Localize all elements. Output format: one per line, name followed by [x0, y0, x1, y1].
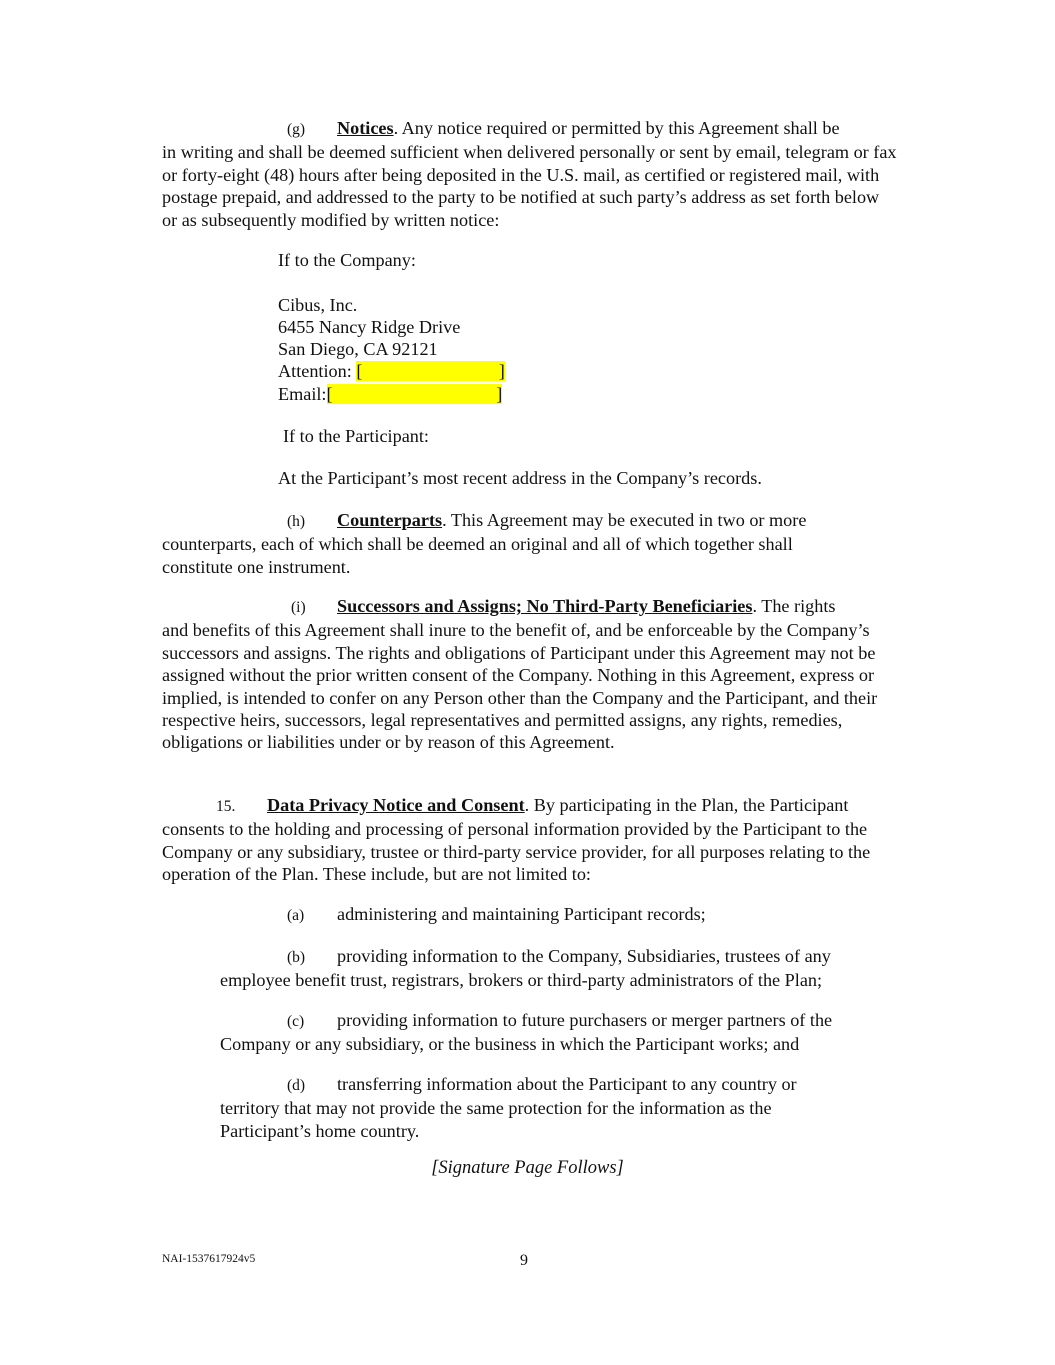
section-15-heading: Data Privacy Notice and Consent — [267, 795, 525, 815]
section-h-body: counterparts, each of which shall be deemed an original and all of which together shall constitute one instrument. — [162, 534, 793, 577]
email-label: Email: — [278, 384, 327, 404]
list-a-text: administering and maintaining Participant records; — [337, 904, 706, 924]
list-b-continuation: employee benefit trust, registrars, brokers or third-party administrators of the Plan; — [220, 970, 823, 991]
company-street: 6455 Nancy Ridge Drive — [278, 317, 461, 337]
list-b-text: providing information to the Company, Subsidiaries, trustees of any — [337, 946, 831, 966]
section-i-label: (i) — [291, 599, 306, 616]
section-15-body: consents to the holding and processing of personal information provided by the Participant to the Company or any subsidiary, trustee or third-party service provider, for all purposes relating to the operation of the Plan. These include, but are not limited to: — [162, 819, 871, 885]
section-g-label: (g) — [287, 121, 306, 138]
company-email — [278, 383, 502, 405]
list-c-continuation: Company or any subsidiary, or the business in which the Participant works; and — [220, 1034, 800, 1055]
attention-placeholder: [ ] — [356, 361, 505, 381]
document-id: NAI-1537617924v5 — [162, 1253, 256, 1265]
section-g-line1: . Any notice required or permitted by this Agreement shall be — [393, 118, 840, 138]
list-item-a — [220, 903, 900, 927]
list-d-continuation: territory that may not provide the same protection for the information as the Participant’s home country. — [220, 1098, 772, 1141]
list-d-label: (d) — [287, 1077, 306, 1094]
company-intro: If to the Company: — [278, 250, 416, 270]
section-g-notices — [162, 117, 902, 231]
list-item-b — [220, 945, 900, 992]
section-h-line1: . This Agreement may be executed in two or more — [442, 510, 807, 530]
list-item-d — [220, 1073, 820, 1142]
section-15-label: 15. — [216, 798, 236, 815]
email-placeholder: [ ] — [326, 384, 503, 404]
list-b-label: (b) — [287, 949, 306, 966]
company-attention — [278, 360, 505, 382]
company-name: Cibus, Inc. — [278, 295, 358, 315]
participant-address: At the Participant’s most recent address in the Company’s records. — [278, 468, 762, 488]
section-15-data-privacy — [162, 794, 902, 886]
signature-page-follows: [Signature Page Follows] — [431, 1158, 624, 1178]
participant-intro: If to the Participant: — [283, 426, 429, 446]
list-c-label: (c) — [287, 1013, 305, 1030]
company-city: San Diego, CA 92121 — [278, 339, 438, 359]
page-number: 9 — [520, 1252, 528, 1269]
section-15-line1: . By participating in the Plan, the Participant — [524, 795, 849, 815]
section-g-heading: Notices — [337, 118, 394, 138]
list-c-text: providing information to future purchasers or merger partners of the — [337, 1010, 833, 1030]
list-item-c — [220, 1009, 900, 1056]
list-d-text: transferring information about the Participant to any country or — [337, 1074, 797, 1094]
section-i-line1: . The rights — [752, 596, 836, 616]
section-g-body: in writing and shall be deemed sufficient when delivered personally or sent by email, telegram or fax or forty-eight (48) hours after being deposited in the U.S. mail, as certified or registered mail, with postage prepaid, and addressed to the party to be notified at such party’s address as set forth below or as subsequently modified by written notice: — [162, 142, 897, 230]
section-i-successors — [162, 595, 902, 754]
attention-label: Attention: — [278, 361, 357, 381]
section-h-heading: Counterparts — [337, 510, 443, 530]
section-i-body: and benefits of this Agreement shall inure to the benefit of, and be enforceable by the Company’s successors and assigns. The rights and obligations of Participant under this Agreement may not be assigned without the prior written consent of the Company. Nothing in this Agreement, express or implied, is intended to confer on any Person other than the Company and the Participant, and their respective heirs, successors, legal representatives and permitted assigns, any rights, remedies, obligations or liabilities under or by reason of this Agreement. — [162, 620, 878, 753]
section-h-label: (h) — [287, 513, 306, 530]
section-i-heading: Successors and Assigns; No Third-Party Beneficiaries — [337, 596, 753, 616]
list-a-label: (a) — [287, 907, 305, 924]
section-h-counterparts — [162, 509, 902, 578]
